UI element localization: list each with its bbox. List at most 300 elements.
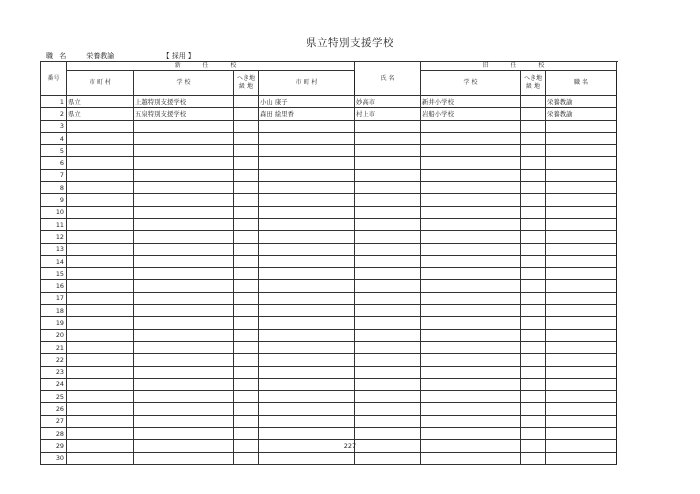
job-cell xyxy=(546,428,617,440)
old-remote-cell xyxy=(521,415,546,427)
table-row xyxy=(41,206,617,218)
job-cell xyxy=(546,280,617,292)
job-label: 職 名 xyxy=(46,52,69,60)
old-city-cell xyxy=(355,218,421,230)
old-remote-cell xyxy=(521,403,546,415)
new-remote-cell xyxy=(234,428,259,440)
new-city-cell: 県立 xyxy=(67,96,134,108)
new-school-cell xyxy=(134,145,234,157)
row-number: 8 xyxy=(41,182,67,194)
old-city-cell xyxy=(355,255,421,267)
job-cell xyxy=(546,354,617,366)
old-remote-cell xyxy=(521,268,546,280)
row-number: 29 xyxy=(41,440,67,452)
new-city-cell xyxy=(67,120,134,132)
new-city-cell xyxy=(67,218,134,230)
name-cell xyxy=(259,428,355,440)
old-school-cell xyxy=(421,378,521,390)
job-cell xyxy=(546,415,617,427)
new-school-cell xyxy=(134,255,234,267)
name-cell xyxy=(259,403,355,415)
old-city-cell xyxy=(355,452,421,464)
old-school-cell xyxy=(421,415,521,427)
new-remote-cell xyxy=(234,391,259,403)
job-cell xyxy=(546,194,617,206)
name-cell xyxy=(259,341,355,353)
job-value: 栄養教諭 xyxy=(86,52,115,60)
new-city-cell xyxy=(67,428,134,440)
old-city-cell xyxy=(355,132,421,144)
old-school-cell xyxy=(421,218,521,230)
job-cell xyxy=(546,120,617,132)
new-remote-cell xyxy=(234,206,259,218)
row-number: 22 xyxy=(41,354,67,366)
old-city-cell xyxy=(355,243,421,255)
table-row xyxy=(41,305,617,317)
job-cell xyxy=(546,341,617,353)
row-number: 28 xyxy=(41,428,67,440)
new-city-cell xyxy=(67,243,134,255)
table-row xyxy=(41,169,617,181)
table-row xyxy=(41,120,617,132)
job-cell: 栄養教諭 xyxy=(546,108,617,120)
name-cell xyxy=(259,231,355,243)
name-cell xyxy=(259,218,355,230)
new-school-cell xyxy=(134,391,234,403)
new-remote-cell xyxy=(234,305,259,317)
old-city-cell xyxy=(355,317,421,329)
new-school-cell xyxy=(134,243,234,255)
transfer-table xyxy=(40,61,617,465)
name-cell xyxy=(259,280,355,292)
new-remote-cell xyxy=(234,341,259,353)
old-city-cell xyxy=(355,329,421,341)
job-cell xyxy=(546,218,617,230)
new-school-cell xyxy=(134,341,234,353)
table-row xyxy=(41,341,617,353)
table-row xyxy=(41,317,617,329)
new-remote-cell xyxy=(234,452,259,464)
new-city-cell xyxy=(67,317,134,329)
new-city-cell: 県立 xyxy=(67,108,134,120)
old-remote-cell xyxy=(521,96,546,108)
old-remote-cell xyxy=(521,317,546,329)
old-remote-cell xyxy=(521,145,546,157)
name-cell xyxy=(259,132,355,144)
table-row xyxy=(41,194,617,206)
table-row xyxy=(41,231,617,243)
old-remote-cell xyxy=(521,206,546,218)
old-school-cell xyxy=(421,317,521,329)
table-row xyxy=(41,243,617,255)
table-row xyxy=(41,452,617,464)
old-remote-cell xyxy=(521,354,546,366)
new-school-cell xyxy=(134,218,234,230)
new-school-cell xyxy=(134,182,234,194)
name-cell: 森田 絵里香 xyxy=(259,108,355,120)
new-school-cell xyxy=(134,428,234,440)
new-school-cell xyxy=(134,305,234,317)
name-cell xyxy=(259,415,355,427)
header-new-school: 新 任 校 xyxy=(67,62,355,71)
row-number: 30 xyxy=(41,452,67,464)
table-row xyxy=(41,268,617,280)
old-remote-cell xyxy=(521,243,546,255)
row-number: 27 xyxy=(41,415,67,427)
row-number: 19 xyxy=(41,317,67,329)
new-remote-cell xyxy=(234,268,259,280)
name-cell xyxy=(259,157,355,169)
job-cell xyxy=(546,182,617,194)
table-row xyxy=(41,96,617,108)
new-school-cell xyxy=(134,206,234,218)
old-school-cell xyxy=(421,132,521,144)
new-remote-cell xyxy=(234,243,259,255)
old-remote-cell xyxy=(521,255,546,267)
old-city-cell xyxy=(355,280,421,292)
new-remote-cell xyxy=(234,108,259,120)
old-remote-cell xyxy=(521,157,546,169)
new-city-cell xyxy=(67,391,134,403)
table-row xyxy=(41,292,617,304)
job-cell xyxy=(546,329,617,341)
new-remote-cell xyxy=(234,292,259,304)
table-row xyxy=(41,132,617,144)
table-row xyxy=(41,428,617,440)
old-remote-cell xyxy=(521,218,546,230)
new-remote-cell xyxy=(234,96,259,108)
new-city-cell xyxy=(67,132,134,144)
job-cell xyxy=(546,366,617,378)
name-cell xyxy=(259,317,355,329)
old-remote-cell xyxy=(521,329,546,341)
new-school-cell xyxy=(134,317,234,329)
new-school-cell xyxy=(134,157,234,169)
old-remote-cell xyxy=(521,280,546,292)
header-old-school: 旧 任 校 xyxy=(421,62,617,71)
old-school-cell xyxy=(421,391,521,403)
old-city-cell xyxy=(355,305,421,317)
row-number: 11 xyxy=(41,218,67,230)
job-cell xyxy=(546,268,617,280)
job-cell xyxy=(546,292,617,304)
new-remote-cell xyxy=(234,415,259,427)
new-remote-cell xyxy=(234,317,259,329)
header-new-remote: へき地 級 地 xyxy=(234,71,259,96)
new-school-cell xyxy=(134,452,234,464)
new-school-cell xyxy=(134,169,234,181)
new-remote-cell xyxy=(234,378,259,390)
old-school-cell xyxy=(421,428,521,440)
row-number: 10 xyxy=(41,206,67,218)
new-remote-cell xyxy=(234,329,259,341)
job-cell xyxy=(546,403,617,415)
row-number: 1 xyxy=(41,96,67,108)
row-number: 7 xyxy=(41,169,67,181)
new-remote-cell xyxy=(234,218,259,230)
old-city-cell xyxy=(355,145,421,157)
new-remote-cell xyxy=(234,132,259,144)
old-remote-cell xyxy=(521,305,546,317)
old-remote-cell xyxy=(521,194,546,206)
old-city-cell xyxy=(355,120,421,132)
name-cell xyxy=(259,182,355,194)
name-cell xyxy=(259,120,355,132)
old-city-cell xyxy=(355,403,421,415)
table-row xyxy=(41,182,617,194)
old-school-cell xyxy=(421,305,521,317)
job-cell xyxy=(546,378,617,390)
row-number: 3 xyxy=(41,120,67,132)
new-remote-cell xyxy=(234,403,259,415)
job-cell xyxy=(546,243,617,255)
header-number: 番号 xyxy=(41,62,67,96)
new-remote-cell xyxy=(234,354,259,366)
name-cell xyxy=(259,378,355,390)
new-city-cell xyxy=(67,280,134,292)
row-number: 24 xyxy=(41,378,67,390)
old-remote-cell xyxy=(521,169,546,181)
new-city-cell xyxy=(67,255,134,267)
new-school-cell xyxy=(134,378,234,390)
new-remote-cell xyxy=(234,280,259,292)
job-cell: 栄養教諭 xyxy=(546,96,617,108)
header-old-city: 市 町 村 xyxy=(259,71,355,96)
old-remote-cell xyxy=(521,341,546,353)
job-cell xyxy=(546,317,617,329)
old-city-cell xyxy=(355,194,421,206)
name-cell xyxy=(259,292,355,304)
new-school-cell xyxy=(134,120,234,132)
table-row xyxy=(41,391,617,403)
new-city-cell xyxy=(67,366,134,378)
job-cell xyxy=(546,157,617,169)
name-cell xyxy=(259,243,355,255)
old-remote-cell xyxy=(521,391,546,403)
old-school-cell: 新井小学校 xyxy=(421,96,521,108)
old-school-cell xyxy=(421,169,521,181)
row-number: 15 xyxy=(41,268,67,280)
table-row xyxy=(41,108,617,120)
name-cell xyxy=(259,206,355,218)
old-school-cell xyxy=(421,255,521,267)
new-school-cell xyxy=(134,292,234,304)
old-school-cell xyxy=(421,354,521,366)
new-school-cell xyxy=(134,194,234,206)
old-city-cell xyxy=(355,182,421,194)
row-number: 21 xyxy=(41,341,67,353)
old-city-cell xyxy=(355,169,421,181)
old-school-cell xyxy=(421,268,521,280)
row-number: 14 xyxy=(41,255,67,267)
new-city-cell xyxy=(67,194,134,206)
new-remote-cell xyxy=(234,231,259,243)
new-remote-cell xyxy=(234,120,259,132)
new-remote-cell xyxy=(234,194,259,206)
new-city-cell xyxy=(67,354,134,366)
job-cell xyxy=(546,231,617,243)
new-city-cell xyxy=(67,341,134,353)
old-school-cell xyxy=(421,206,521,218)
old-city-cell: 妙高市 xyxy=(355,96,421,108)
table-row xyxy=(41,366,617,378)
new-city-cell xyxy=(67,231,134,243)
job-cell xyxy=(546,145,617,157)
name-cell xyxy=(259,169,355,181)
old-school-cell xyxy=(421,366,521,378)
old-school-cell: 岩船小学校 xyxy=(421,108,521,120)
name-cell xyxy=(259,452,355,464)
old-school-cell xyxy=(421,341,521,353)
new-city-cell xyxy=(67,415,134,427)
old-school-cell xyxy=(421,145,521,157)
old-school-cell xyxy=(421,452,521,464)
job-cell xyxy=(546,452,617,464)
old-school-cell xyxy=(421,329,521,341)
job-cell xyxy=(546,206,617,218)
old-school-cell xyxy=(421,157,521,169)
new-remote-cell xyxy=(234,169,259,181)
name-cell: 小山 康子 xyxy=(259,96,355,108)
row-number: 13 xyxy=(41,243,67,255)
row-number: 25 xyxy=(41,391,67,403)
meta-line xyxy=(46,51,195,61)
old-city-cell xyxy=(355,206,421,218)
new-school-cell: 五泉特別支援学校 xyxy=(134,108,234,120)
old-remote-cell xyxy=(521,452,546,464)
old-remote-cell xyxy=(521,132,546,144)
row-number: 9 xyxy=(41,194,67,206)
row-number: 2 xyxy=(41,108,67,120)
table-row xyxy=(41,329,617,341)
new-school-cell xyxy=(134,415,234,427)
job-cell xyxy=(546,391,617,403)
old-remote-cell xyxy=(521,366,546,378)
header-old-remote: へき地 級 地 xyxy=(521,71,546,96)
table-row xyxy=(41,403,617,415)
row-number: 20 xyxy=(41,329,67,341)
job-cell xyxy=(546,255,617,267)
row-number: 16 xyxy=(41,280,67,292)
new-school-cell xyxy=(134,132,234,144)
header-old-school-col: 学 校 xyxy=(421,71,521,96)
old-school-cell xyxy=(421,120,521,132)
row-number: 26 xyxy=(41,403,67,415)
new-city-cell xyxy=(67,305,134,317)
old-school-cell xyxy=(421,292,521,304)
row-number: 18 xyxy=(41,305,67,317)
old-remote-cell xyxy=(521,120,546,132)
new-remote-cell xyxy=(234,255,259,267)
status-bracket: 【 採用 】 xyxy=(162,52,195,60)
old-remote-cell xyxy=(521,378,546,390)
row-number: 6 xyxy=(41,157,67,169)
old-city-cell xyxy=(355,292,421,304)
job-cell xyxy=(546,132,617,144)
old-city-cell xyxy=(355,354,421,366)
header-job: 職 名 xyxy=(546,71,617,96)
new-school-cell xyxy=(134,280,234,292)
name-cell xyxy=(259,305,355,317)
old-city-cell xyxy=(355,268,421,280)
old-school-cell xyxy=(421,243,521,255)
new-city-cell xyxy=(67,182,134,194)
name-cell xyxy=(259,354,355,366)
table-row xyxy=(41,415,617,427)
row-number: 4 xyxy=(41,132,67,144)
name-cell xyxy=(259,145,355,157)
new-remote-cell xyxy=(234,366,259,378)
new-school-cell xyxy=(134,329,234,341)
table-row xyxy=(41,218,617,230)
old-school-cell xyxy=(421,403,521,415)
table-row xyxy=(41,378,617,390)
table-row xyxy=(41,145,617,157)
old-city-cell xyxy=(355,391,421,403)
old-school-cell xyxy=(421,231,521,243)
new-city-cell xyxy=(67,169,134,181)
name-cell xyxy=(259,391,355,403)
name-cell xyxy=(259,268,355,280)
old-city-cell xyxy=(355,157,421,169)
new-remote-cell xyxy=(234,145,259,157)
document-title: 県立特別支援学校 xyxy=(306,37,394,49)
new-remote-cell xyxy=(234,182,259,194)
name-cell xyxy=(259,194,355,206)
old-city-cell xyxy=(355,378,421,390)
table-row xyxy=(41,157,617,169)
new-school-cell: 上越特別支援学校 xyxy=(134,96,234,108)
job-cell xyxy=(546,169,617,181)
row-number: 23 xyxy=(41,366,67,378)
old-city-cell xyxy=(355,415,421,427)
header-name: 氏 名 xyxy=(355,62,421,96)
table-row xyxy=(41,280,617,292)
new-city-cell xyxy=(67,452,134,464)
old-city-cell: 村上市 xyxy=(355,108,421,120)
old-city-cell xyxy=(355,231,421,243)
job-cell xyxy=(546,305,617,317)
header-new-school-col: 学 校 xyxy=(134,71,234,96)
new-city-cell xyxy=(67,403,134,415)
new-school-cell xyxy=(134,403,234,415)
old-remote-cell xyxy=(521,428,546,440)
new-city-cell xyxy=(67,157,134,169)
name-cell xyxy=(259,366,355,378)
old-remote-cell xyxy=(521,292,546,304)
row-number: 17 xyxy=(41,292,67,304)
old-school-cell xyxy=(421,280,521,292)
new-city-cell xyxy=(67,292,134,304)
old-remote-cell xyxy=(521,182,546,194)
new-city-cell xyxy=(67,268,134,280)
new-remote-cell xyxy=(234,157,259,169)
old-school-cell xyxy=(421,194,521,206)
row-number: 5 xyxy=(41,145,67,157)
old-remote-cell xyxy=(521,108,546,120)
name-cell xyxy=(259,255,355,267)
old-remote-cell xyxy=(521,231,546,243)
old-city-cell xyxy=(355,341,421,353)
new-city-cell xyxy=(67,206,134,218)
page-number: 227 xyxy=(343,442,357,450)
old-city-cell xyxy=(355,366,421,378)
new-school-cell xyxy=(134,366,234,378)
row-number: 12 xyxy=(41,231,67,243)
old-city-cell xyxy=(355,428,421,440)
table-row xyxy=(41,354,617,366)
new-school-cell xyxy=(134,231,234,243)
